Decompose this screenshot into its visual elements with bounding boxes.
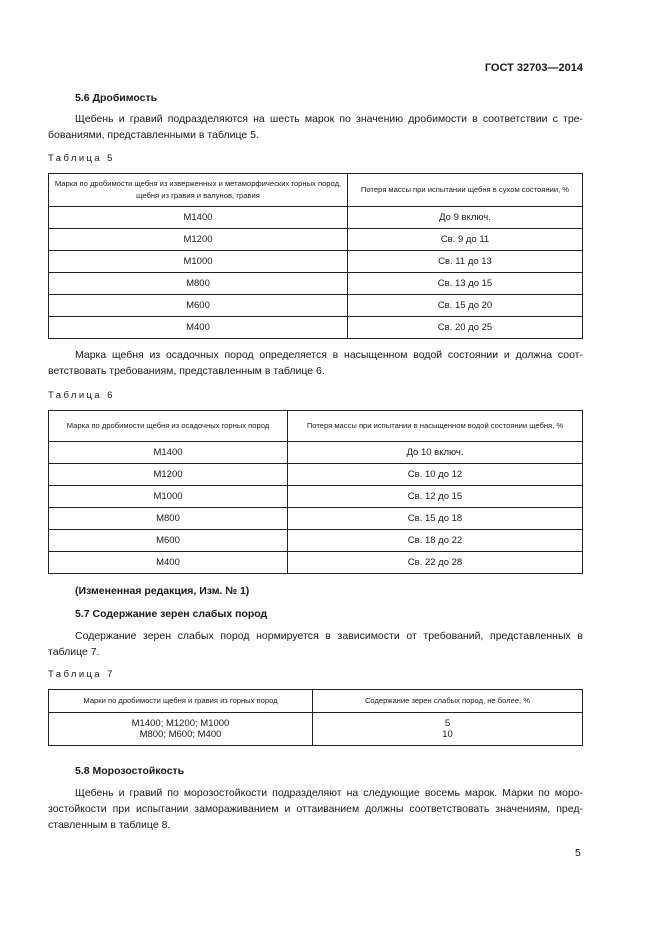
- content-cell-line: 10: [442, 729, 453, 740]
- table-6-header-grade: Марка по дробимости щебня из осадочных горных пород: [49, 411, 288, 442]
- grade-cell: М1200: [49, 464, 288, 486]
- section-5-6-title: 5.6 Дробимость: [75, 92, 158, 104]
- document-code: ГОСТ 32703—2014: [484, 62, 583, 74]
- table-5-header-grade: Марка по дробимости щебня из изверженных и метаморфических горных пород, щебня из гравия и валунов, гравия: [49, 174, 348, 207]
- table-row: [49, 552, 583, 574]
- table-5: [48, 173, 583, 339]
- loss-cell: Св. 11 до 13: [348, 251, 583, 273]
- grade-cell: М1000: [49, 251, 348, 273]
- grade-cell: М800: [49, 273, 348, 295]
- grade-cell: М800: [49, 508, 288, 530]
- table-row: [49, 273, 583, 295]
- table-row: [49, 295, 583, 317]
- grade-cell: М600: [49, 295, 348, 317]
- table-row: [49, 229, 583, 251]
- loss-cell: До 10 включ.: [288, 442, 583, 464]
- table-row: [49, 508, 583, 530]
- grade-cell: М1000: [49, 486, 288, 508]
- loss-cell: Св. 18 до 22: [288, 530, 583, 552]
- table-5-caption: Таблица 5: [48, 153, 115, 164]
- section-5-7-paragraph: Содержание зерен слабых пород нормируется в зависимости от требований, представленных в таблице 7.: [48, 630, 583, 658]
- loss-cell: До 9 включ.: [348, 207, 583, 229]
- table-6: [48, 410, 583, 574]
- loss-cell: Св. 12 до 15: [288, 486, 583, 508]
- amendment-note: (Измененная редакция, Изм. № 1): [75, 585, 250, 597]
- table-7-header-content: Содержание зерен слабых пород, не более, %: [313, 690, 583, 713]
- content-cell-line: 5: [444, 718, 451, 729]
- section-5-6-paragraph: Щебень и гравий подразделяются на шесть марок по значению дробимости в соответствии с тре-бованиями, представленными в таблице 5.: [48, 113, 583, 141]
- table-row: [49, 207, 583, 229]
- loss-cell: Св. 9 до 11: [348, 229, 583, 251]
- table-7-caption: Таблица 7: [48, 669, 115, 680]
- table-7-header-grades: Марки по дробимости щебня и гравия из горных пород: [49, 690, 313, 713]
- section-5-8-paragraph: Щебень и гравий по морозостойкости подразделяют на следующие восемь марок. Марки по моро-зостойкости при испытании замораживанием и оттаиванием должны соответствовать значениям, пред-ставленным в таблице 8.: [48, 787, 583, 831]
- table-row: [49, 486, 583, 508]
- grade-cell-line: М800; М600; М400: [139, 729, 222, 740]
- grade-cell: М1400: [49, 442, 288, 464]
- table-row: [49, 317, 583, 339]
- loss-cell: Св. 22 до 28: [288, 552, 583, 574]
- loss-cell: Св. 20 до 25: [348, 317, 583, 339]
- grade-cell-line: М1400; М1200; М1000: [131, 718, 230, 729]
- loss-cell: Св. 10 до 12: [288, 464, 583, 486]
- grade-cell: М400: [49, 552, 288, 574]
- loss-cell: Св. 13 до 15: [348, 273, 583, 295]
- grade-cell: М1400: [49, 207, 348, 229]
- table-6-caption: Таблица 6: [48, 390, 115, 401]
- table-row: [49, 442, 583, 464]
- loss-cell: Св. 15 до 20: [348, 295, 583, 317]
- grade-cell: М400: [49, 317, 348, 339]
- table-row: [49, 713, 583, 746]
- section-5-7-title: 5.7 Содержание зерен слабых пород: [75, 608, 268, 620]
- grade-cell: М600: [49, 530, 288, 552]
- table-row: [49, 251, 583, 273]
- grade-cell: М1200: [49, 229, 348, 251]
- section-5-8-title: 5.8 Морозостойкость: [75, 765, 185, 777]
- table-row: [49, 464, 583, 486]
- table-6-header-loss: Потеря массы при испытании в насыщенном водой состоянии щебня, %: [288, 411, 583, 442]
- table-5-header-loss: Потеря массы при испытании щебня в сухом состоянии, %: [348, 174, 583, 207]
- table-7: [48, 689, 583, 746]
- loss-cell: Св. 15 до 18: [288, 508, 583, 530]
- page-number: 5: [575, 847, 581, 859]
- table-row: [49, 530, 583, 552]
- sedimentary-paragraph: Марка щебня из осадочных пород определяется в насыщенном водой состоянии и должна соот-ветствовать требованиям, представленным в таблице 6.: [48, 349, 583, 377]
